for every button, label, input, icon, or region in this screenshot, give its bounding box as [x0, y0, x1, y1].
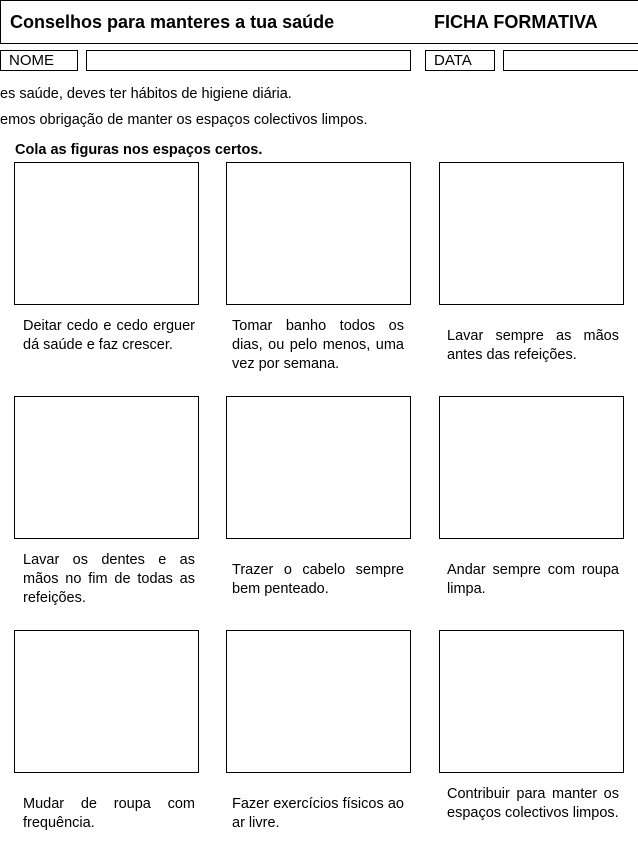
caption-7: Mudar de roupa com frequência. — [23, 796, 195, 831]
caption-5: Trazer o cabelo sempre bem penteado. — [232, 562, 404, 597]
worksheet-type: FICHA FORMATIVA — [434, 12, 598, 32]
instruction-text: Cola as figuras nos espaços certos. — [15, 142, 263, 158]
worksheet-title: Conselhos para manteres a tua saúde — [10, 12, 335, 32]
caption-1: Deitar cedo e cedo erguer dá saúde e faz crescer. — [23, 318, 195, 353]
picture-slot-4[interactable] — [14, 396, 199, 539]
caption-8: Fazer exercícios físicos ao ar livre. — [232, 796, 404, 831]
date-label: DATA — [425, 50, 495, 71]
date-field[interactable] — [503, 50, 638, 71]
picture-slot-7[interactable] — [14, 630, 199, 773]
caption-6: Andar sempre com roupa limpa. — [447, 562, 619, 597]
picture-slot-8[interactable] — [226, 630, 411, 773]
picture-slot-3[interactable] — [439, 162, 624, 305]
intro-line-2: emos obrigação de manter os espaços colectivos limpos. — [0, 112, 368, 128]
picture-slot-9[interactable] — [439, 630, 624, 773]
picture-slot-2[interactable] — [226, 162, 411, 305]
picture-slot-5[interactable] — [226, 396, 411, 539]
caption-4: Lavar os dentes e as mãos no fim de todas as refeições. — [23, 552, 195, 606]
caption-3: Lavar sempre as mãos antes das refeições. — [447, 328, 619, 363]
picture-slot-6[interactable] — [439, 396, 624, 539]
name-field[interactable] — [86, 50, 411, 71]
intro-line-1: es saúde, deves ter hábitos de higiene diária. — [0, 86, 292, 102]
name-label: NOME — [0, 50, 78, 71]
caption-2: Tomar banho todos os dias, ou pelo menos, uma vez por semana. — [232, 318, 404, 372]
picture-slot-1[interactable] — [14, 162, 199, 305]
worksheet-header — [0, 0, 638, 44]
caption-9: Contribuir para manter os espaços colectivos limpos. — [447, 786, 619, 821]
